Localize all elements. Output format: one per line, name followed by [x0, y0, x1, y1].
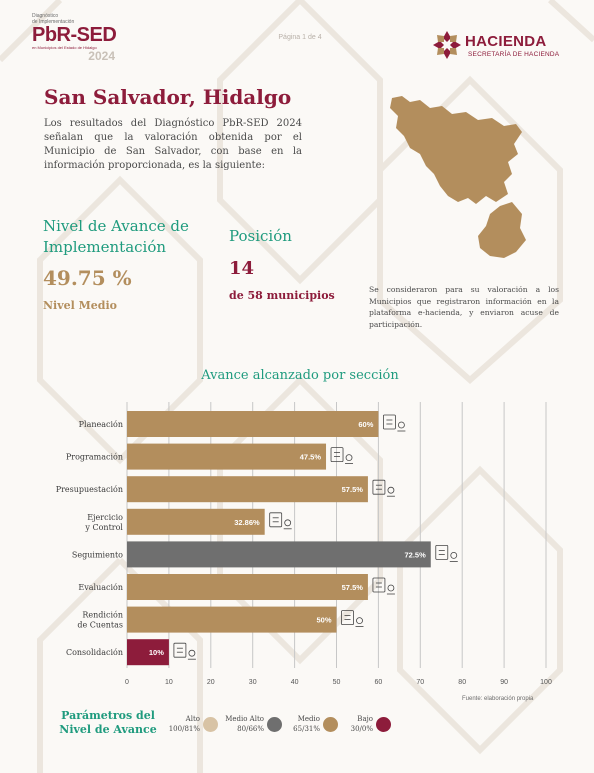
logo-year: 2024 [88, 49, 115, 63]
x-tick-label: 70 [416, 679, 425, 686]
chart-title: Avance alcanzado por sección [201, 368, 399, 383]
x-tick-label: 10 [165, 679, 173, 686]
x-tick-label: 20 [206, 679, 215, 686]
category-label: Planeación [78, 420, 123, 429]
programming-icon [331, 448, 353, 464]
planning-icon [383, 415, 405, 431]
bar-value-label: 32.86% [234, 517, 260, 527]
bar [127, 541, 431, 567]
param-name: Bajo [357, 715, 373, 723]
param-range: 80/66% [237, 725, 264, 733]
bar [127, 411, 378, 437]
bar-value-label: 72.5% [404, 550, 426, 560]
logo-line-3: en Municipios del Estado de Hidalgo [32, 45, 97, 50]
bar-value-label: 50% [316, 615, 332, 625]
position-heading: Posición [229, 227, 292, 245]
category-label: Presupuestación [55, 485, 123, 495]
budget-icon [373, 480, 395, 496]
category-label: Evaluación [78, 583, 123, 592]
evaluation-icon [373, 578, 395, 594]
bar-value-label: 57.5% [341, 485, 363, 495]
bar [127, 476, 368, 502]
x-tick-label: 90 [500, 679, 508, 686]
param-alto [168, 714, 200, 734]
params-heading-line-1: Parámetros del [61, 709, 155, 722]
x-tick-label: 100 [540, 679, 552, 686]
control-icon [270, 513, 292, 529]
param-bajo [340, 714, 373, 734]
position-of-label: de 58 municipios [229, 289, 335, 302]
category-label: Ejercicio y Control [85, 512, 123, 532]
page-number: Página 1 de 4 [278, 34, 322, 41]
x-tick-label: 30 [248, 679, 257, 686]
intro-paragraph: Los resultados del Diagnóstico PbR-SED 2024 señalan que la valoración obtenida por el Municipio de San Salvador, con base en la información proporcionada, es la siguiente: [44, 118, 302, 171]
bar [127, 607, 337, 633]
chart-source: Fuente: elaboración propia [462, 696, 534, 702]
agency-subtitle: SECRETARÍA DE HACIENDA [468, 51, 560, 58]
x-tick-label: 40 [290, 679, 299, 686]
category-label: Rendición de Cuentas [77, 610, 123, 630]
logo-line-1: Diagnóstico [32, 13, 59, 19]
position-value: 14 [229, 258, 255, 279]
nivel-heading-line-2: Implementación [43, 238, 167, 256]
x-tick-label: 80 [458, 679, 467, 686]
category-label: Programación [65, 452, 123, 462]
param-dot-medio-alto [267, 717, 282, 732]
params-heading-line-2: Nivel de Avance [59, 723, 157, 736]
methodology-note: Se consideraron para su valoración a los Municipios que registraron información en la plataforma e-hacienda, y enviaron acuse de participación. [369, 285, 559, 329]
bar-value-label: 10% [148, 648, 164, 658]
param-name: Medio [297, 715, 320, 723]
bar-value-label: 60% [358, 420, 374, 429]
category-label: Seguimiento [71, 550, 123, 560]
bar-value-label: 57.5% [341, 583, 363, 592]
tracking-icon [436, 545, 458, 561]
bar-value-label: 47.5% [299, 452, 322, 462]
nivel-value: 49.75 % [43, 266, 132, 290]
params-heading [56, 709, 160, 737]
consolidation-icon [174, 643, 196, 659]
nivel-heading-line-1: Nivel de Avance de [43, 217, 189, 235]
x-tick-label: 50 [332, 679, 341, 686]
category-label: Consolidación [65, 648, 123, 658]
param-medio-alto [222, 714, 264, 734]
param-medio [284, 714, 320, 734]
nivel-level: Nivel Medio [43, 299, 118, 312]
logo-brand: PbR-SED [32, 24, 117, 46]
x-tick-label: 0 [125, 679, 129, 686]
municipality-title: San Salvador, Hidalgo [44, 85, 292, 109]
param-range: 30/0% [350, 725, 373, 733]
x-tick-label: 60 [374, 679, 383, 686]
accountability-icon [342, 611, 364, 627]
agency-name: HACIENDA [465, 33, 547, 50]
param-range: 65/31% [293, 725, 320, 733]
bar [127, 444, 326, 470]
param-name: Medio Alto [225, 715, 264, 723]
param-dot-medio [323, 717, 338, 732]
param-dot-bajo [376, 717, 391, 732]
param-dot-alto [203, 717, 218, 732]
logo-line-2: de Implementación [32, 19, 75, 25]
param-range: 100/81% [168, 725, 200, 733]
param-name: Alto [185, 715, 200, 723]
bar [127, 574, 368, 600]
